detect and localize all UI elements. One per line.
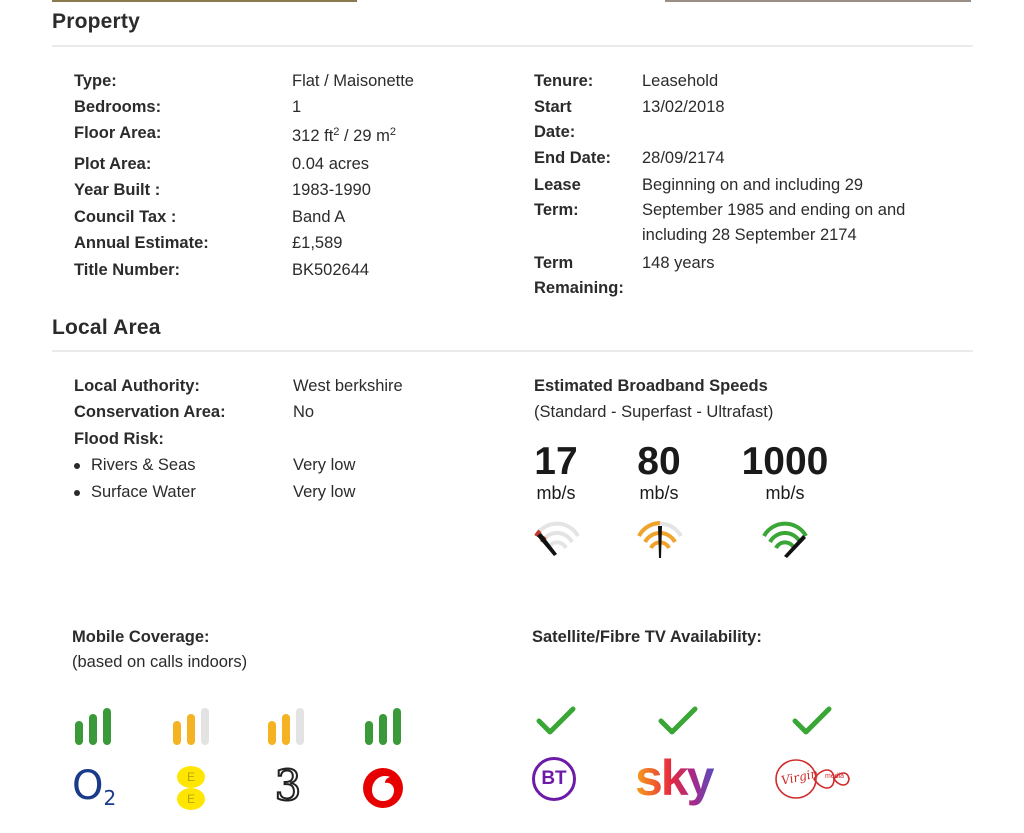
council-tax-value: Band A — [292, 208, 346, 226]
ee-signal-bars-icon — [172, 707, 212, 747]
plot-area-value: 0.04 acres — [292, 155, 370, 173]
lease-term-value-line1: Beginning on and including 29 — [642, 176, 864, 194]
ee-logo-icon — [177, 766, 207, 810]
floor-area-value — [292, 124, 396, 149]
title-number-label: Title Number: — [74, 261, 181, 279]
o2-logo-icon — [72, 762, 122, 810]
rivers-bullet — [74, 463, 80, 469]
three-logo-text: 3 — [274, 761, 302, 810]
term-remaining-value: 148 years — [642, 254, 715, 272]
three-logo-icon — [268, 762, 308, 810]
term-remaining-label-line1: Term — [534, 254, 574, 272]
superfast-speed-value: 80 — [637, 440, 681, 483]
vodafone-logo-icon — [361, 766, 405, 810]
sky-logo-text: sky — [635, 750, 713, 806]
flood-risk-label: Flood Risk: — [74, 430, 164, 448]
lease-term-label-line1: Lease — [534, 176, 581, 194]
o2-logo-letter: O — [72, 763, 104, 809]
rivers-seas-value: Very low — [293, 456, 356, 474]
annual-estimate-value: £1,589 — [292, 234, 343, 252]
photo-strip-right — [665, 0, 971, 2]
sky-logo-icon — [635, 748, 725, 808]
surface-water-value: Very low — [293, 483, 356, 501]
virgin-logo-text: Virgin — [779, 766, 820, 788]
plot-area-label: Plot Area: — [74, 155, 152, 173]
standard-speed-gauge-icon — [532, 518, 582, 560]
end-date-value: 28/09/2174 — [642, 149, 725, 167]
term-remaining-label-line2: Remaining: — [534, 279, 624, 297]
local-area-divider — [52, 350, 973, 352]
local-authority-value: West berkshire — [293, 377, 403, 395]
conservation-area-label: Conservation Area: — [74, 403, 226, 421]
broadband-subtitle: (Standard - Superfast - Ultrafast) — [534, 403, 774, 421]
virgin-available-tick-icon — [792, 706, 832, 736]
title-number-value: BK502644 — [292, 261, 370, 279]
type-value: Flat / Maisonette — [292, 72, 414, 90]
mobile-coverage-subtitle: (based on calls indoors) — [72, 653, 248, 671]
lease-term-value-line3: including 28 September 2174 — [642, 226, 857, 244]
mobile-coverage-heading: Mobile Coverage: — [72, 628, 210, 646]
bt-logo-icon — [532, 757, 576, 801]
council-tax-label: Council Tax : — [74, 208, 177, 226]
ultrafast-speed-value: 1000 — [741, 440, 829, 483]
standard-speed-unit: mb/s — [536, 483, 576, 503]
bedrooms-label: Bedrooms: — [74, 98, 162, 116]
superfast-speed-gauge-icon — [635, 518, 685, 560]
year-built-value: 1983-1990 — [292, 181, 371, 199]
bt-available-tick-icon — [536, 706, 576, 736]
start-date-label-line2: Date: — [534, 123, 576, 141]
floor-area-sup-m: 2 — [389, 126, 396, 138]
broadband-heading: Estimated Broadband Speeds — [534, 377, 768, 395]
bt-logo-text: BT — [541, 768, 567, 789]
type-label: Type: — [74, 72, 117, 90]
three-signal-bars-icon — [267, 707, 307, 747]
photo-strip-left — [52, 0, 357, 2]
floor-area-sup-ft: 2 — [333, 126, 340, 138]
standard-speed-value: 17 — [534, 440, 578, 483]
virgin-media-logo-icon — [774, 757, 852, 801]
tv-availability-heading: Satellite/Fibre TV Availability: — [532, 628, 762, 646]
superfast-speed-unit: mb/s — [639, 483, 679, 503]
local-area-heading: Local Area — [52, 316, 161, 339]
conservation-area-value: No — [293, 403, 315, 421]
sky-available-tick-icon — [658, 706, 698, 736]
ee-logo-bottom — [177, 788, 205, 810]
lease-term-value-line2: September 1985 and ending on and — [642, 201, 906, 219]
ultrafast-speed-unit: mb/s — [765, 483, 805, 503]
start-date-value: 13/02/2018 — [642, 98, 725, 116]
floor-area-m: / 29 m — [339, 127, 390, 145]
surface-bullet — [74, 490, 80, 496]
bedrooms-value: 1 — [292, 98, 302, 116]
lease-term-label-line2: Term: — [534, 201, 579, 219]
rivers-seas-label: Rivers & Seas — [91, 456, 196, 474]
end-date-label: End Date: — [534, 149, 612, 167]
floor-area-ft: 312 ft — [292, 127, 334, 145]
start-date-label-line1: Start — [534, 98, 572, 116]
property-heading: Property — [52, 10, 140, 33]
year-built-label: Year Built : — [74, 181, 161, 199]
local-authority-label: Local Authority: — [74, 377, 200, 395]
o2-signal-bars-icon — [74, 707, 114, 747]
ee-logo-top-letter: E — [186, 770, 195, 784]
surface-water-label: Surface Water — [91, 483, 196, 501]
virgin-media-small-text: media — [825, 773, 845, 780]
floor-area-label: Floor Area: — [74, 124, 162, 142]
property-divider — [52, 45, 973, 47]
tenure-value: Leasehold — [642, 72, 719, 90]
tenure-label: Tenure: — [534, 72, 594, 90]
ee-logo-top — [177, 766, 205, 788]
ee-logo-bottom-letter: E — [186, 792, 195, 806]
vodafone-signal-bars-icon — [364, 707, 404, 747]
ultrafast-speed-gauge-icon — [760, 518, 810, 560]
annual-estimate-label: Annual Estimate: — [74, 234, 209, 252]
o2-logo-sub: 2 — [103, 786, 117, 810]
